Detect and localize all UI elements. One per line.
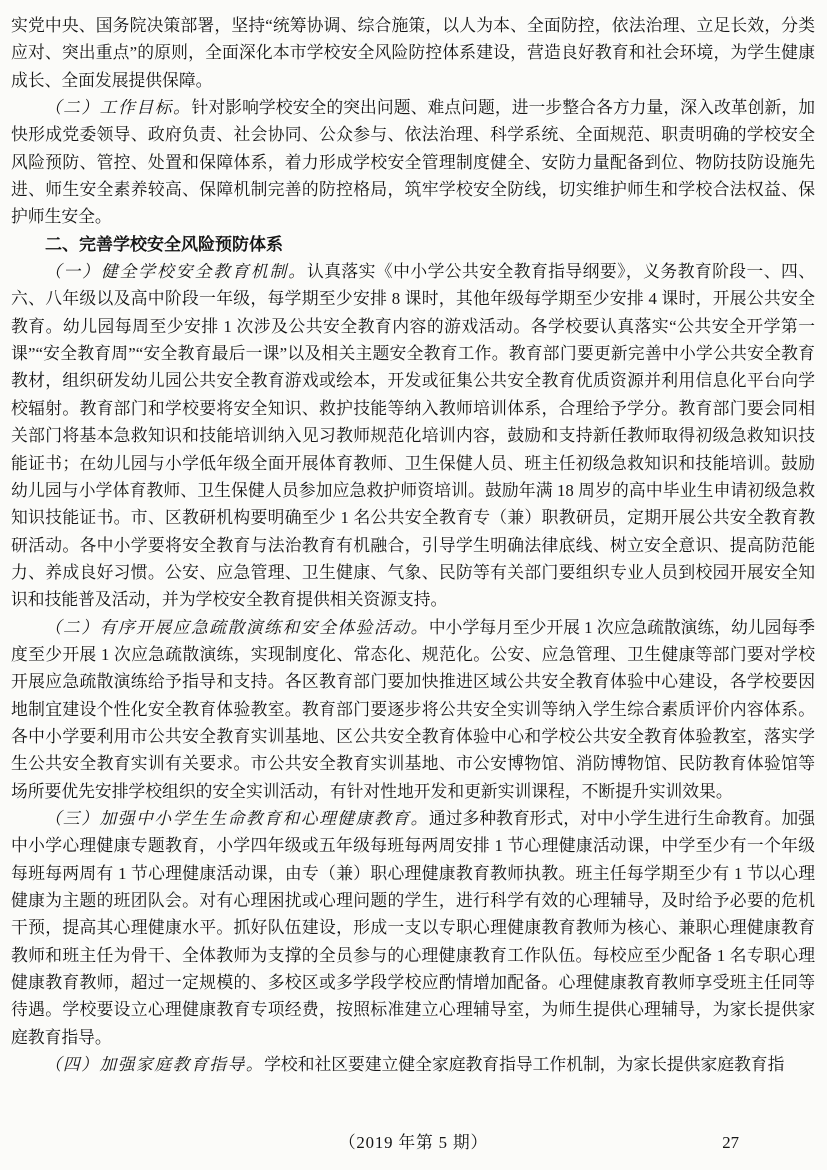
document-body — [11, 12, 815, 1078]
paragraph-lead: （三）加强中小学生生命教育和心理健康教育。 — [44, 807, 429, 828]
paragraph-text: 通过多种教育形式，对中小学生进行生命教育。加强中小学心理健康专题教育，小学四年级或五年级每班每两周安排 1 节心理健康活动课，中学至少有一个年级每班每两周有 1 节心理健康活动课，由专（兼）职心理健康教育教师执教。班主任每学期至少有 1 节以心理健康为主题的班团队会。对有心理困扰或心理问题的学生，进行科学有效的心理辅导，及时给予必要的危机干预，提高其心理健康水平。抓好队伍建设，形成一支以专职心理健康教育教师为核心、兼职心理健康教育教师和班主任为骨干、全体教师为支撑的全员参与的心理健康教育工作队伍。每校应至少配备 1 名专职心理健康教育教师，超过一定规模的、多校区或多学段学校应酌情增加配备。心理健康教育教师享受班主任同等待遇。学校要设立心理健康教育专项经费，按照标准建立心理辅导室，为师生提供心理辅导，为家长提供家庭教育指导。 — [11, 808, 815, 1047]
para-continuation — [11, 12, 815, 94]
paragraph-text: 实党中央、国务院决策部署，坚持“统筹协调、综合施策，以人为本、全面防控，依法治理、立足长效，分类应对、突出重点”的原则，全面深化本市学校安全风险防控体系建设，营造良好教育和社会环境，为学生健康成长、全面发展提供保障。 — [11, 16, 815, 90]
page-number: 27 — [722, 1133, 739, 1152]
paragraph-text: 认真落实《中小学公共安全教育指导纲要》，义务教育阶段一、四、六、八年级以及高中阶段一年级，每学期至少安排 8 课时，其他年级每学期至少安排 4 课时，开展公共安全教育。幼儿园每周至少安排 1 次涉及公共安全教育内容的游戏活动。各学校要认真落实“公共安全开学第一课”“安全教育周”“安全教育最后一课”以及相关主题安全教育工作。教育部门要更新完善中小学公共安全教育教材，组织研发幼儿园公共安全教育游戏或绘本，开发或征集公共安全教育优质资源并利用信息化平台向学校辐射。教育部门和学校要将安全知识、救护技能等纳入教师培训体系，合理给予学分。教育部门要会同相关部门将基本急救知识和技能培训纳入见习教师规范化培训内容，鼓励和支持新任教师取得初级急救知识技能证书；在幼儿园与小学低年级全面开展体育教师、卫生保健人员、班主任初级急救知识和技能培训。鼓励幼儿园与小学体育教师、卫生保健人员参加应急救护师资培训。鼓励年满 18 周岁的高中毕业生申请初级急救知识技能证书。市、区教研机构要明确至少 1 名公共安全教育专（兼）职教研员，定期开展公共安全教育教研活动。各中小学要将安全教育与法治教育有机融合，引导学生明确法律底线、树立安全意识、提高防范能力、养成良好习惯。公安、应急管理、卫生健康、气象、民防等有关部门要组织专业人员到校园开展安全知识和技能普及活动，并为学校安全教育提供相关资源支持。 — [11, 262, 815, 610]
section-heading-prevention-system: 二、完善学校安全风险预防体系 — [45, 234, 283, 254]
paragraph-text: 中小学每月至少开展 1 次应急疏散演练，幼儿园每季度至少开展 1 次应急疏散演练，实现制度化、常态化、规范化。公安、应急管理、卫生健康等部门要对学校开展应急疏散演练给予指导和支持。各区教育部门要加快推进区域公共安全教育体验中心建设，各学校要因地制宜建设个性化安全教育体验教室。教育部门要逐步将公共安全实训等纳入学生综合素质评价内容体系。各中小学要利用市公共安全教育实训基地、区公共安全教育体验中心和学校公共安全教育体验教室，落实学生公共安全教育实训有关要求。市公共安全教育实训基地、市公安博物馆、消防博物馆、民防教育体验馆等场所要优先安排学校组织的安全实训活动，有针对性地开发和更新实训课程，不断提升实训效果。 — [11, 617, 815, 801]
paragraph-text: 学校和社区要建立健全家庭教育指导工作机制，为家长提供家庭教育指 — [264, 1055, 785, 1075]
paragraph-text: 针对影响学校安全的突出问题、难点问题，进一步整合各方力量，深入改革创新，加快形成党委领导、政府负责、社会协同、公众参与、依法治理、科学系统、全面规范、职责明确的学校安全风险预防、管控、处置和保障体系，着力形成学校安全管理制度健全、安防力量配备到位、物防技防设施先进、师生安全素养较高、保障机制完善的防控格局，筑牢学校安全防线，切实维护师生和学校合法权益、保护师生安全。 — [11, 98, 815, 227]
paragraph-lead: （一）健全学校安全教育机制。 — [44, 261, 307, 282]
para-life-mental-health-education — [11, 805, 815, 1051]
paragraph-lead: （四）加强家庭教育指导。 — [44, 1054, 265, 1075]
paragraph-lead: （二）工作目标。 — [44, 97, 192, 118]
para-safety-education-mechanism — [11, 258, 815, 613]
para-family-education-guidance — [11, 1051, 815, 1078]
para-emergency-drills — [11, 614, 815, 805]
paragraph-lead: （二）有序开展应急疏散演练和安全体验活动。 — [44, 616, 429, 637]
journal-issue: （2019 年第 5 期） — [338, 1133, 489, 1152]
para-work-goals — [11, 94, 815, 231]
page-footer — [0, 1129, 827, 1157]
